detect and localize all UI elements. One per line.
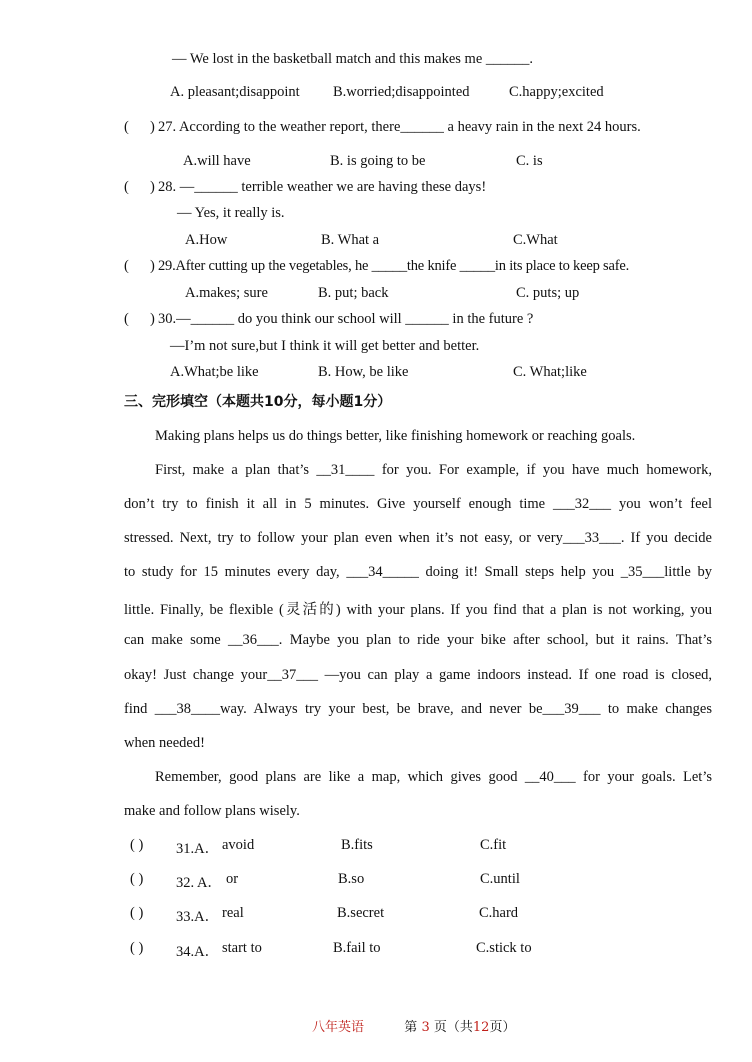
choice-option-b: B.secret [337, 905, 385, 921]
q28-reply: — Yes, it really is. [177, 205, 285, 221]
cloze-line: find ___38____way. Always try your best, be brave, and never be___39___ to make changes [124, 701, 712, 717]
q30-reply: —I’m not sure,but I think it will get better and better. [170, 338, 480, 354]
q30-bracket: ( [124, 311, 129, 327]
q28-bracket-close: ) [150, 179, 155, 195]
q27-option-c: C. is [516, 153, 543, 169]
choice-option-b: B.fail to [333, 940, 381, 956]
footer-page-prefix: 第 [404, 1020, 418, 1035]
q27-option-a: A.will have [183, 153, 251, 169]
q28-option-c: C.What [513, 232, 558, 248]
choice-paren: ( ) [130, 940, 144, 956]
q29-option-a: A.makes; sure [185, 285, 268, 301]
cloze-line: Remember, good plans are like a map, which gives good __40___ for your goals. Let’s [155, 769, 712, 785]
cloze-line: don’t try to finish it all in 5 minutes. Give yourself enough time ___32___ you won’t feel [124, 496, 712, 512]
section-heading: 三、完形填空（本题共10分，每小题1分） [124, 394, 392, 410]
q26-option-a: A. pleasant;disappoint [170, 84, 300, 100]
choice-paren: ( ) [130, 905, 144, 921]
footer-total-pages: 12 [472, 1020, 490, 1035]
cloze-line: to study for 15 minutes every day, ___34_____ doing it! Small steps help you _35___little by [124, 564, 712, 580]
footer-page-number: 3 [421, 1020, 430, 1035]
cloze-line: make and follow plans wisely. [124, 803, 300, 819]
q27-bracket-close: ) [150, 119, 155, 135]
q26-option-b: B.worried;disappointed [333, 84, 470, 100]
choice-option-c: C.until [480, 871, 520, 887]
choice-paren: ( ) [130, 837, 144, 853]
choice-number: 34.A． [176, 944, 220, 960]
choice-number: 31.A． [176, 841, 220, 857]
choice-number: 33.A． [176, 909, 220, 925]
q26-option-c: C.happy;excited [509, 84, 604, 100]
q29-option-c: C. puts; up [516, 285, 580, 301]
q30-option-b: B. How, be like [318, 364, 409, 380]
q30-stem: 30.—______ do you think our school will ______ in the future ? [158, 311, 534, 327]
q30-option-a: A.What;be like [170, 364, 259, 380]
q29-bracket: ( [124, 258, 129, 274]
choice-paren: ( ) [130, 871, 144, 887]
page-footer [312, 1016, 515, 1035]
q29-bracket-close: ) [150, 258, 155, 274]
q30-option-c: C. What;like [513, 364, 587, 380]
footer-page-suffix: 页） [489, 1020, 516, 1035]
q27-stem: 27. According to the weather report, there______ a heavy rain in the next 24 hours. [158, 119, 641, 135]
cloze-line: stressed. Next, try to follow your plan even when it’s not easy, or very___33___. If you decide [124, 530, 712, 546]
choice-option-a: or [226, 871, 239, 887]
cloze-line: can make some __36___. Maybe you plan to ride your bike after school, but it rains. That’s [124, 632, 712, 648]
q28-option-a: A.How [185, 232, 228, 248]
cloze-line: First, make a plan that’s __31____ for you. For example, if you have much homework, [155, 462, 712, 478]
choice-option-b: B.so [338, 871, 365, 887]
cloze-intro: Making plans helps us do things better, like finishing homework or reaching goals. [155, 428, 636, 444]
choice-option-a: avoid [222, 837, 255, 853]
cloze-line: okay! Just change your__37___ —you can play a game indoors instead. If one road is closed, [124, 667, 712, 683]
choice-number: 32. A． [176, 875, 222, 891]
choice-option-b: B.fits [341, 837, 373, 853]
choice-option-c: C.stick to [476, 940, 532, 956]
cloze-line: when needed! [124, 735, 205, 751]
q28-bracket: ( [124, 179, 129, 195]
q28-option-b: B. What a [321, 232, 380, 248]
q30-bracket-close: ) [150, 311, 155, 327]
q27-bracket: ( [124, 119, 129, 135]
q26-reply: — We lost in the basketball match and this makes me ______. [172, 51, 533, 67]
choice-option-a: real [222, 905, 244, 921]
footer-page-mid: 页（共 [433, 1020, 473, 1035]
q28-stem: 28. —______ terrible weather we are having these days! [158, 179, 487, 195]
q29-stem: 29.After cutting up the vegetables, he _____the knife _____in its place to keep safe. [158, 258, 630, 274]
footer-subject: 八年英语 [312, 1020, 365, 1035]
choice-option-c: C.hard [479, 905, 519, 921]
q29-option-b: B. put; back [318, 285, 389, 301]
choice-option-a: start to [222, 940, 262, 956]
cloze-line: little. Finally, be flexible (灵活的) with your plans. If you find that a plan is not working, you [124, 602, 712, 618]
choice-option-c: C.fit [480, 837, 507, 853]
q27-option-b: B. is going to be [330, 153, 426, 169]
